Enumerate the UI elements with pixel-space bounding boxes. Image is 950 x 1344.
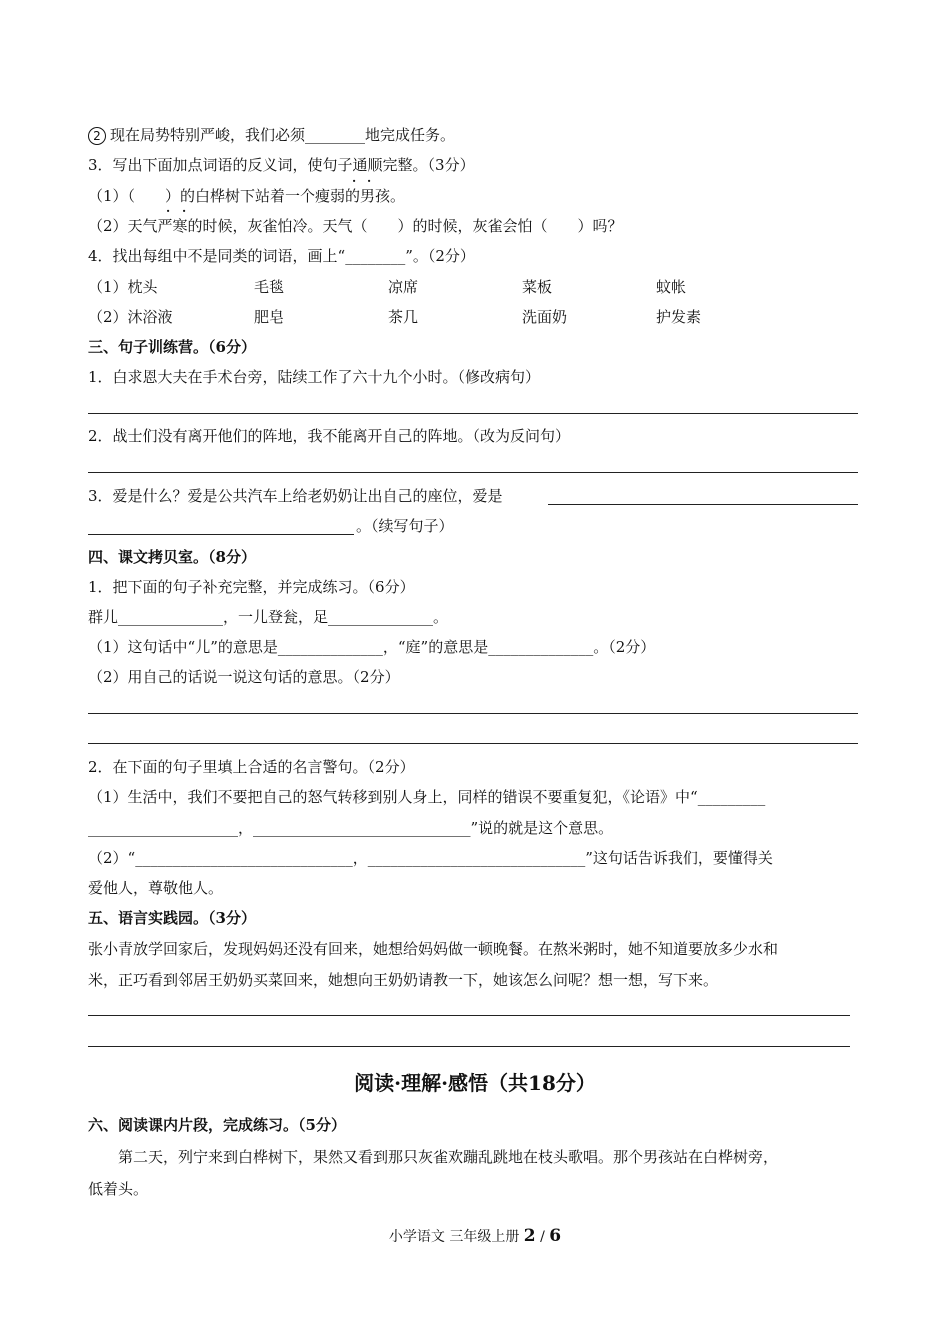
- word-label: （1）枕头: [88, 278, 158, 296]
- word: 茶几: [388, 308, 419, 326]
- sec6-para-1: 第二天，列宁来到白桦树下，果然又看到那只灰雀欢蹦乱跳地在枝头歌唱。那个男孩站在白桦树旁，: [88, 1148, 779, 1166]
- footer-page-number: 2: [523, 1226, 536, 1246]
- sec3-q2: 2．战士们没有离开他们的阵地，我不能离开自己的阵地。（改为反问句）: [88, 427, 571, 445]
- answer-line[interactable]: [88, 413, 858, 414]
- word: 菜板: [522, 278, 553, 296]
- sec3-q3-line2: 。（续写句子）: [356, 517, 454, 535]
- sec4-q2-sub2-a: （2）“_____________________________，_____________________________”这句话告诉我们，要懂得关: [88, 849, 773, 867]
- sec4-fill-sentence: 群儿______________，一儿登瓮，足______________。: [88, 608, 449, 626]
- word: 毛毯: [254, 278, 285, 296]
- answer-line[interactable]: [548, 504, 858, 505]
- footer-separator: /: [535, 1229, 550, 1245]
- q4-title: 4．找出每组中不是同类的词语，画上“________”。（2分）: [88, 247, 475, 265]
- word: 肥皂: [254, 308, 285, 326]
- section-3-title: 三、句子训练营。（6分）: [88, 338, 256, 356]
- emphasis-dot: ·: [182, 204, 187, 218]
- sec4-q2-sub2-b: 爱他人，尊敬他人。: [88, 879, 224, 897]
- emphasis-dot: ·: [166, 204, 171, 218]
- sec3-q3-line1: 3．爱是什么？爱是公共汽车上给老奶奶让出自己的座位，爱是: [88, 487, 503, 505]
- sec4-q2: 2．在下面的句子里填上合适的名言警句。（2分）: [88, 758, 415, 776]
- emphasis-dot: ·: [352, 174, 357, 188]
- answer-line[interactable]: [88, 534, 354, 535]
- q3-sentence-2: （2）天气严寒的时候，灰雀怕冷。天气（ ）的时候，灰雀会怕（ ）吗？: [88, 217, 623, 235]
- q3-title: 3．写出下面加点词语的反义词，使句子通顺完整。（3分）: [88, 156, 475, 174]
- sec4-q2-sub1-a: （1）生活中，我们不要把自己的怒气转移到别人身上，同样的错误不要重复犯，《论语》中“_________: [88, 788, 766, 806]
- reading-section-title: 阅读·理解·感悟（共18分）: [354, 1071, 596, 1095]
- page-footer: [0, 1226, 950, 1246]
- emphasis-dot: ·: [367, 174, 372, 188]
- footer-total-pages: 6: [549, 1226, 562, 1246]
- word-label: （2）沐浴液: [88, 308, 173, 326]
- answer-line[interactable]: [88, 713, 858, 714]
- sec5-para-2: 米，正巧看到邻居王奶奶买菜回来，她想向王奶奶请教一下，她该怎么问呢？想一想，写下来。: [88, 971, 719, 989]
- answer-line[interactable]: [88, 472, 858, 473]
- section-4-title: 四、课文拷贝室。（8分）: [88, 548, 256, 566]
- circled-number: 2: [88, 127, 106, 145]
- section-5-title: 五、语言实践园。（3分）: [88, 909, 256, 927]
- q2-item-2: 2 现在局势特别严峻，我们必须________地完成任务。: [88, 125, 455, 145]
- answer-line[interactable]: [88, 1015, 850, 1016]
- word: 蚊帐: [656, 278, 687, 296]
- q3-sentence-1: （1）（ ）的白桦树下站着一个瘦弱的男孩。: [88, 187, 406, 205]
- word: 凉席: [388, 278, 419, 296]
- answer-line[interactable]: [88, 743, 858, 744]
- sec6-para-2: 低着头。: [88, 1180, 149, 1198]
- sec3-q1: 1．白求恩大夫在手术台旁，陆续工作了六十九个小时。（修改病句）: [88, 368, 541, 386]
- sec4-q2-sub1-b: ____________________，_____________________________”说的就是这个意思。: [88, 819, 614, 837]
- sec4-sub-2: （2）用自己的话说一说这句话的意思。（2分）: [88, 668, 400, 686]
- section-6-title: 六、阅读课内片段，完成练习。（5分）: [88, 1116, 346, 1134]
- sec5-para-1: 张小青放学回家后，发现妈妈还没有回来，她想给妈妈做一顿晚餐。在熬米粥时，她不知道要放多少水和: [88, 940, 779, 958]
- word: 洗面奶: [522, 308, 568, 326]
- sec4-q1: 1．把下面的句子补充完整，并完成练习。（6分）: [88, 578, 415, 596]
- word: 护发素: [656, 308, 702, 326]
- sec4-sub-1: （1）这句话中“儿”的意思是______________，“庭”的意思是______________。（2分）: [88, 638, 656, 656]
- answer-line[interactable]: [88, 1046, 850, 1047]
- footer-subject: 小学语文 三年级上册: [388, 1229, 524, 1245]
